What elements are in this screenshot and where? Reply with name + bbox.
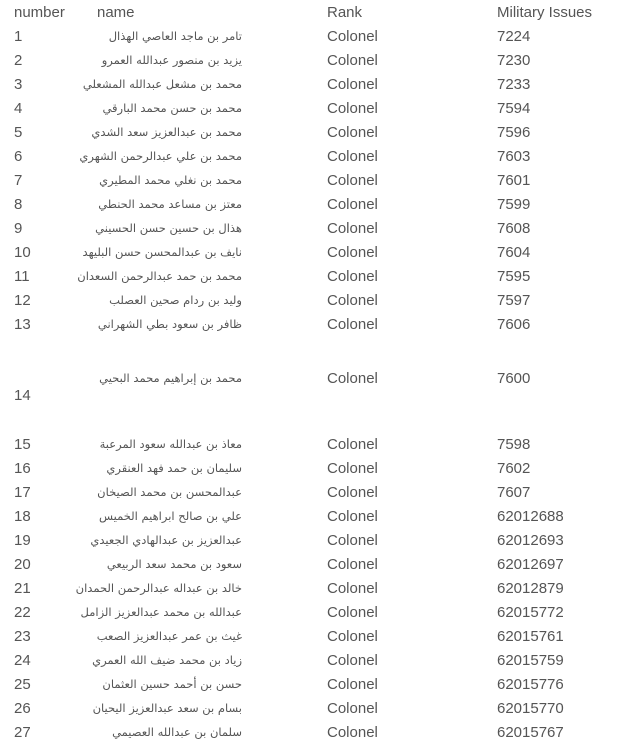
cell-name: محمد بن حمد عبدالرحمن السعدان	[77, 269, 242, 283]
cell-number: 3	[14, 75, 23, 93]
cell-name: محمد بن مشعل عبدالله المشعلي	[82, 77, 242, 91]
cell-military-issues: 7604	[497, 243, 531, 261]
table-body	[0, 24, 619, 744]
cell-number: 15	[14, 435, 31, 453]
cell-military-issues: 62015776	[497, 675, 564, 693]
cell-rank: Colonel	[327, 507, 378, 525]
table-row	[0, 432, 619, 456]
cell-rank: Colonel	[327, 267, 378, 285]
cell-number: 27	[14, 723, 31, 741]
cell-rank: Colonel	[327, 195, 378, 213]
cell-number: 6	[14, 147, 23, 165]
cell-military-issues: 7608	[497, 219, 531, 237]
cell-name: وليد بن ردام صحين العصلب	[109, 293, 242, 307]
cell-rank: Colonel	[327, 171, 378, 189]
cell-military-issues: 62015761	[497, 627, 564, 645]
cell-rank: Colonel	[327, 51, 378, 69]
cell-rank: Colonel	[327, 483, 378, 501]
cell-military-issues: 7602	[497, 459, 531, 477]
table-row	[0, 312, 619, 336]
cell-name: علي بن صالح ابراهيم الخميس	[98, 509, 242, 523]
cell-number: 26	[14, 699, 31, 717]
cell-rank: Colonel	[327, 75, 378, 93]
table-row	[0, 48, 619, 72]
cell-military-issues: 7594	[497, 99, 531, 117]
cell-number: 18	[14, 507, 31, 525]
table-row	[0, 240, 619, 264]
cell-name: تامر بن ماجد العاصي الهذال	[108, 29, 242, 43]
cell-name: يزيد بن منصور عبدالله العمرو	[101, 53, 242, 67]
cell-name: محمد بن حسن محمد البارقي	[102, 101, 242, 115]
cell-number: 22	[14, 603, 31, 621]
table-row	[0, 624, 619, 648]
cell-military-issues: 62015767	[497, 723, 564, 741]
table-row	[0, 576, 619, 600]
cell-number: 19	[14, 531, 31, 549]
cell-name: نايف بن عبدالمحسن حسن البليهد	[82, 245, 242, 259]
cell-number: 10	[14, 243, 31, 261]
cell-number: 20	[14, 555, 31, 573]
cell-number: 11	[14, 267, 30, 285]
table-row	[0, 288, 619, 312]
cell-rank: Colonel	[327, 219, 378, 237]
cell-name: عبدالعزيز بن عبدالهادي الجعيدي	[90, 533, 242, 547]
cell-military-issues: 62012879	[497, 579, 564, 597]
cell-military-issues: 62012697	[497, 555, 564, 573]
table-row	[0, 456, 619, 480]
header-name: name	[97, 3, 135, 21]
cell-military-issues: 7600	[497, 369, 531, 387]
cell-number: 21	[14, 579, 31, 597]
cell-rank: Colonel	[327, 699, 378, 717]
table-row	[0, 480, 619, 504]
table-row	[0, 504, 619, 528]
cell-number: 24	[14, 651, 31, 669]
table-row	[0, 24, 619, 48]
cell-rank: Colonel	[327, 627, 378, 645]
cell-name: محمد بن نغلي محمد المطيري	[99, 173, 242, 187]
table-row	[0, 336, 619, 432]
cell-name: غيث بن عمر عبدالعزيز الصعب	[96, 629, 242, 643]
cell-military-issues: 62015772	[497, 603, 564, 621]
cell-number: 5	[14, 123, 23, 141]
cell-military-issues: 7596	[497, 123, 531, 141]
cell-rank: Colonel	[327, 147, 378, 165]
header-number: number	[14, 3, 65, 21]
cell-name: عبدالله بن محمد عبدالعزيز الزامل	[80, 605, 242, 619]
cell-rank: Colonel	[327, 651, 378, 669]
cell-rank: Colonel	[327, 531, 378, 549]
cell-number: 4	[14, 99, 23, 117]
cell-rank: Colonel	[327, 291, 378, 309]
cell-name: محمد بن علي عبدالرحمن الشهري	[79, 149, 242, 163]
cell-military-issues: 7607	[497, 483, 531, 501]
cell-number: 17	[14, 483, 31, 501]
header-rank: Rank	[327, 3, 363, 21]
cell-number: 9	[14, 219, 23, 237]
cell-rank: Colonel	[327, 369, 378, 387]
cell-name: حسن بن أحمد حسين العثمان	[102, 677, 242, 691]
cell-name: زياد بن محمد ضيف الله العمري	[92, 653, 242, 667]
cell-military-issues: 7230	[497, 51, 531, 69]
cell-number: 12	[14, 291, 31, 309]
cell-military-issues: 7606	[497, 315, 531, 333]
cell-military-issues: 7601	[497, 171, 531, 189]
cell-name: هذال بن حسين حسن الحسيني	[95, 221, 242, 235]
table-row	[0, 672, 619, 696]
cell-name: سلمان بن عبدالله العصيمي	[112, 725, 242, 739]
cell-name: خالد بن عبداله عبدالرحمن الحمدان	[75, 581, 242, 595]
cell-number: 14	[14, 386, 31, 404]
cell-name: محمد بن إبراهيم محمد البحيي	[99, 371, 242, 385]
cell-military-issues: 62015770	[497, 699, 564, 717]
cell-rank: Colonel	[327, 459, 378, 477]
table-row	[0, 528, 619, 552]
table-row	[0, 720, 619, 744]
header-row	[0, 0, 619, 24]
cell-rank: Colonel	[327, 123, 378, 141]
table-row	[0, 600, 619, 624]
cell-military-issues: 7224	[497, 27, 531, 45]
cell-military-issues: 62012688	[497, 507, 564, 525]
cell-rank: Colonel	[327, 723, 378, 741]
cell-rank: Colonel	[327, 243, 378, 261]
header-military-issues: Military Issues	[497, 3, 593, 21]
cell-name: سليمان بن حمد فهد العنقري	[106, 461, 242, 475]
table-row	[0, 216, 619, 240]
cell-military-issues: 7599	[497, 195, 531, 213]
table-row	[0, 96, 619, 120]
cell-rank: Colonel	[327, 579, 378, 597]
cell-military-issues: 7598	[497, 435, 531, 453]
cell-name: محمد بن عبدالعزيز سعد الشدي	[91, 125, 242, 139]
cell-number: 13	[14, 315, 31, 333]
cell-rank: Colonel	[327, 675, 378, 693]
table-row	[0, 168, 619, 192]
cell-name: سعود بن محمد سعد الربيعي	[106, 557, 242, 571]
table-row	[0, 648, 619, 672]
cell-rank: Colonel	[327, 555, 378, 573]
cell-military-issues: 62012693	[497, 531, 564, 549]
cell-name: معتز بن مساعد محمد الحنطي	[98, 197, 242, 211]
table-row	[0, 144, 619, 168]
table-row	[0, 264, 619, 288]
cell-number: 7	[14, 171, 23, 189]
cell-name: معاذ بن عبدالله سعود المرعبة	[99, 437, 242, 451]
table-row	[0, 552, 619, 576]
table-row	[0, 696, 619, 720]
cell-number: 2	[14, 51, 23, 69]
cell-number: 16	[14, 459, 31, 477]
cell-rank: Colonel	[327, 435, 378, 453]
cell-number: 23	[14, 627, 31, 645]
cell-rank: Colonel	[327, 315, 378, 333]
cell-number: 1	[14, 27, 23, 45]
cell-rank: Colonel	[327, 27, 378, 45]
cell-name: عبدالمحسن بن محمد الصيخان	[97, 485, 242, 499]
cell-name: ظافر بن سعود بطي الشهراني	[97, 317, 242, 331]
cell-military-issues: 62015759	[497, 651, 564, 669]
cell-rank: Colonel	[327, 603, 378, 621]
table-row	[0, 192, 619, 216]
cell-rank: Colonel	[327, 99, 378, 117]
table-row	[0, 120, 619, 144]
cell-number: 8	[14, 195, 23, 213]
cell-number: 25	[14, 675, 31, 693]
cell-military-issues: 7233	[497, 75, 531, 93]
table-row	[0, 72, 619, 96]
cell-military-issues: 7595	[497, 267, 531, 285]
cell-name: بسام بن سعد عبدالعزيز اليحيان	[92, 701, 242, 715]
cell-military-issues: 7597	[497, 291, 531, 309]
cell-military-issues: 7603	[497, 147, 531, 165]
